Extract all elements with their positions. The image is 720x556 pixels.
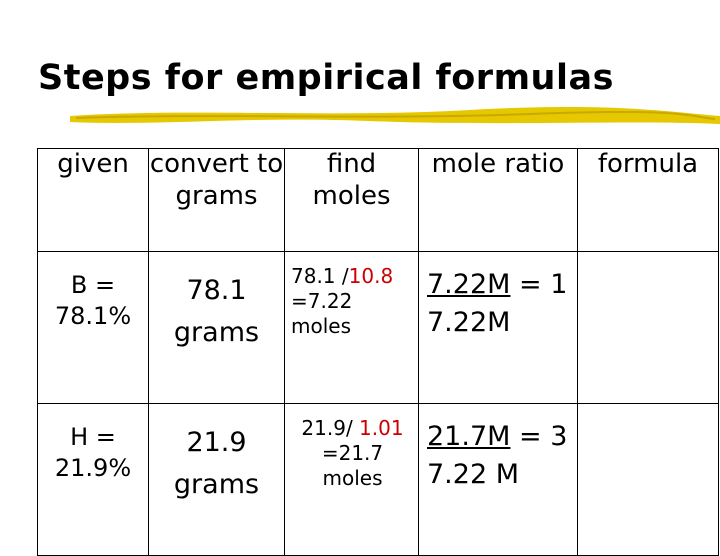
ratio-denominator: 7.22M: [427, 306, 511, 338]
header-find-moles: find moles: [285, 149, 419, 252]
ratio-equals: = 3: [519, 421, 568, 452]
header-convert-to-grams: convert to grams: [149, 149, 285, 252]
ratio-denominator: 7.22 M: [427, 458, 519, 490]
ratio-numerator: 7.22M: [427, 269, 511, 300]
formula-cell: [578, 404, 719, 556]
given-cell: B = 78.1%: [38, 252, 149, 404]
ratio-numerator: 21.7M: [427, 421, 511, 452]
moles-unit: moles: [291, 314, 351, 338]
given-cell: H = 21.9%: [38, 404, 149, 556]
header-given: given: [38, 149, 149, 252]
grams-cell: 21.9 grams: [149, 404, 285, 556]
mass-value: 21.9/: [301, 416, 353, 440]
moles-cell: [285, 252, 419, 404]
ratio-cell: [419, 252, 578, 404]
header-formula: formula: [578, 149, 719, 252]
mass-value: 78.1 /: [291, 264, 349, 288]
header-mole-ratio: mole ratio: [419, 149, 578, 252]
moles-result: =21.7: [321, 441, 384, 465]
grams-cell: 78.1 grams: [149, 252, 285, 404]
ratio-equals: = 1: [519, 269, 568, 300]
empirical-formula-table: [37, 148, 719, 556]
molar-mass-value: 1.01: [359, 416, 404, 440]
moles-unit: moles: [322, 466, 383, 490]
formula-cell: [578, 252, 719, 404]
table-row-hydrogen: [38, 404, 719, 556]
ratio-cell: [419, 404, 578, 556]
molar-mass-value: 10.8: [348, 264, 394, 288]
moles-cell: [285, 404, 419, 556]
title-underline: [70, 104, 720, 130]
header-row: [38, 149, 719, 252]
moles-result: =7.22: [291, 289, 353, 313]
slide-title: Steps for empirical formulas: [38, 58, 614, 98]
table-row-boron: [38, 252, 719, 404]
